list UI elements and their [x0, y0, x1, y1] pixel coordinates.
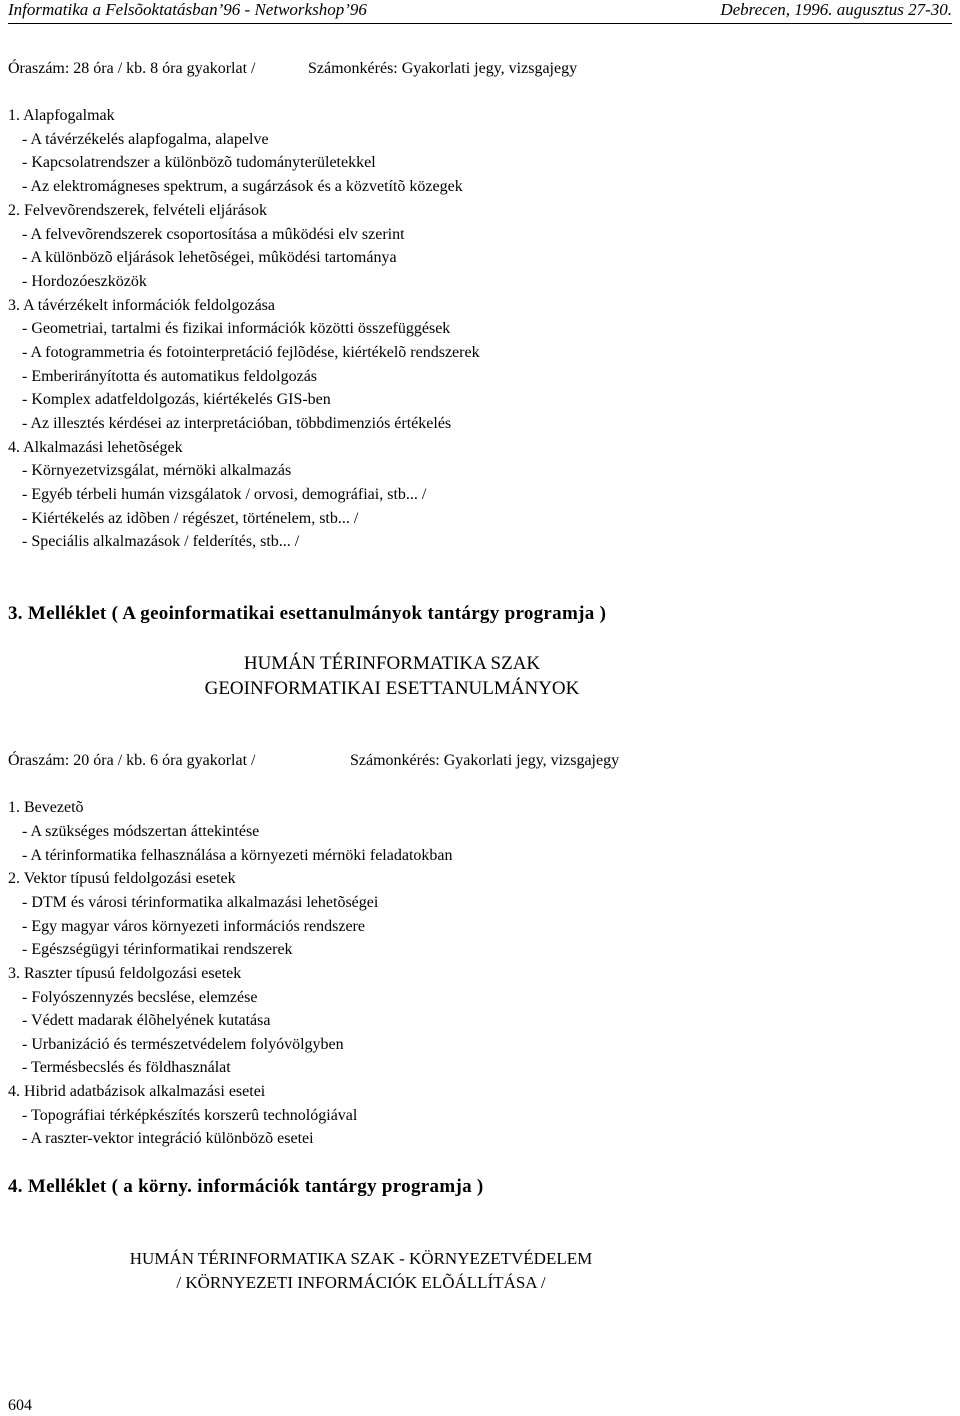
list-item: 2. Felvevõrendszerek, felvételi eljárások	[8, 202, 267, 219]
list-item: 3. Raszter típusú feldolgozási esetek	[8, 965, 242, 982]
list-item: - Környezetvizsgálat, mérnöki alkalmazás	[22, 462, 292, 479]
list-item: - A felvevõrendszerek csoportosítása a mûködési elv szerint	[22, 226, 405, 243]
list-item: 1. Bevezetõ	[8, 799, 84, 816]
list-item: - Urbanizáció és természetvédelem folyóvölgyben	[22, 1036, 344, 1053]
annex4-title-line2: / KÖRNYEZETI INFORMÁCIÓK ELÕÁLLÍTÁSA /	[176, 1273, 546, 1292]
list-item: 2. Vektor típusú feldolgozási esetek	[8, 870, 236, 887]
page-number: 604	[8, 1397, 32, 1414]
list-item: - Termésbecslés és földhasználat	[22, 1059, 231, 1076]
list-item: - DTM és városi térinformatika alkalmazási lehetõségei	[22, 894, 379, 911]
list-item: - Folyószennyzés becslése, elemzése	[22, 989, 258, 1006]
list-item: - Kapcsolatrendszer a különbözõ tudományterületekkel	[22, 154, 376, 171]
annex4-heading: 4. Melléklet ( a körny. információk tantárgy programja )	[8, 1176, 484, 1197]
list-item: - Egy magyar város környezeti információs rendszere	[22, 918, 365, 935]
list-item: 4. Hibrid adatbázisok alkalmazási esetei	[8, 1083, 266, 1100]
list-item: - Emberirányította és automatikus feldolgozás	[22, 368, 318, 385]
list-item: - Egészségügyi térinformatikai rendszerek	[22, 941, 293, 958]
annex3-title-line1: HUMÁN TÉRINFORMATIKA SZAK	[243, 653, 541, 674]
annex3-exam-line: Számonkérés: Gyakorlati jegy, vizsgajegy	[350, 752, 620, 769]
list-item: - A raszter-vektor integráció különbözõ esetei	[22, 1130, 314, 1147]
list-item: 1. Alapfogalmak	[8, 107, 115, 124]
list-item: - A szükséges módszertan áttekintése	[22, 823, 260, 840]
list-item: - Védett madarak élõhelyének kutatása	[22, 1012, 271, 1029]
list-item: - Hordozóeszközök	[22, 273, 147, 290]
list-item: - Speciális alkalmazások / felderítés, stb... /	[22, 533, 300, 550]
header-rule	[8, 23, 952, 24]
list-item: - Egyéb térbeli humán vizsgálatok / orvosi, demográfiai, stb... /	[22, 486, 427, 503]
list-item: - A térinformatika felhasználása a környezeti mérnöki feladatokban	[22, 847, 453, 864]
annex3-heading: 3. Melléklet ( A geoinformatikai esettanulmányok tantárgy programja )	[8, 603, 607, 624]
annex3-title-line2: GEOINFORMATIKAI ESETTANULMÁNYOK	[204, 678, 580, 699]
list-item: - A különbözõ eljárások lehetõségei, mûködési tartománya	[22, 249, 397, 266]
list-item: - A távérzékelés alapfogalma, alapelve	[22, 131, 269, 148]
annex4-title-line1: HUMÁN TÉRINFORMATIKA SZAK - KÖRNYEZETVÉDELEM	[129, 1249, 593, 1268]
hours-line: Óraszám: 28 óra / kb. 8 óra gyakorlat /	[8, 60, 256, 77]
list-item: 4. Alkalmazási lehetõségek	[8, 439, 183, 456]
exam-line: Számonkérés: Gyakorlati jegy, vizsgajegy	[308, 60, 578, 77]
list-item: - Kiértékelés az idõben / régészet, történelem, stb... /	[22, 510, 359, 527]
header-left: Informatika a Felsõoktatásban’96 - Networkshop’96	[8, 0, 367, 19]
header-right: Debrecen, 1996. augusztus 27-30.	[720, 0, 952, 19]
list-item: - Komplex adatfeldolgozás, kiértékelés GIS-ben	[22, 391, 331, 408]
running-header	[8, 0, 952, 24]
list-item: - Az illesztés kérdései az interpretációban, többdimenziós értékelés	[22, 415, 452, 432]
list-item: - Topográfiai térképkészítés korszerû technológiával	[22, 1107, 358, 1124]
list-item: - Geometriai, tartalmi és fizikai információk közötti összefüggések	[22, 320, 451, 337]
list-item: - Az elektromágneses spektrum, a sugárzások és a közvetítõ közegek	[22, 178, 463, 195]
list-item: 3. A távérzékelt információk feldolgozása	[8, 297, 276, 314]
list-item: - A fotogrammetria és fotointerpretáció fejlõdése, kiértékelõ rendszerek	[22, 344, 480, 361]
annex3-hours-line: Óraszám: 20 óra / kb. 6 óra gyakorlat /	[8, 752, 256, 769]
